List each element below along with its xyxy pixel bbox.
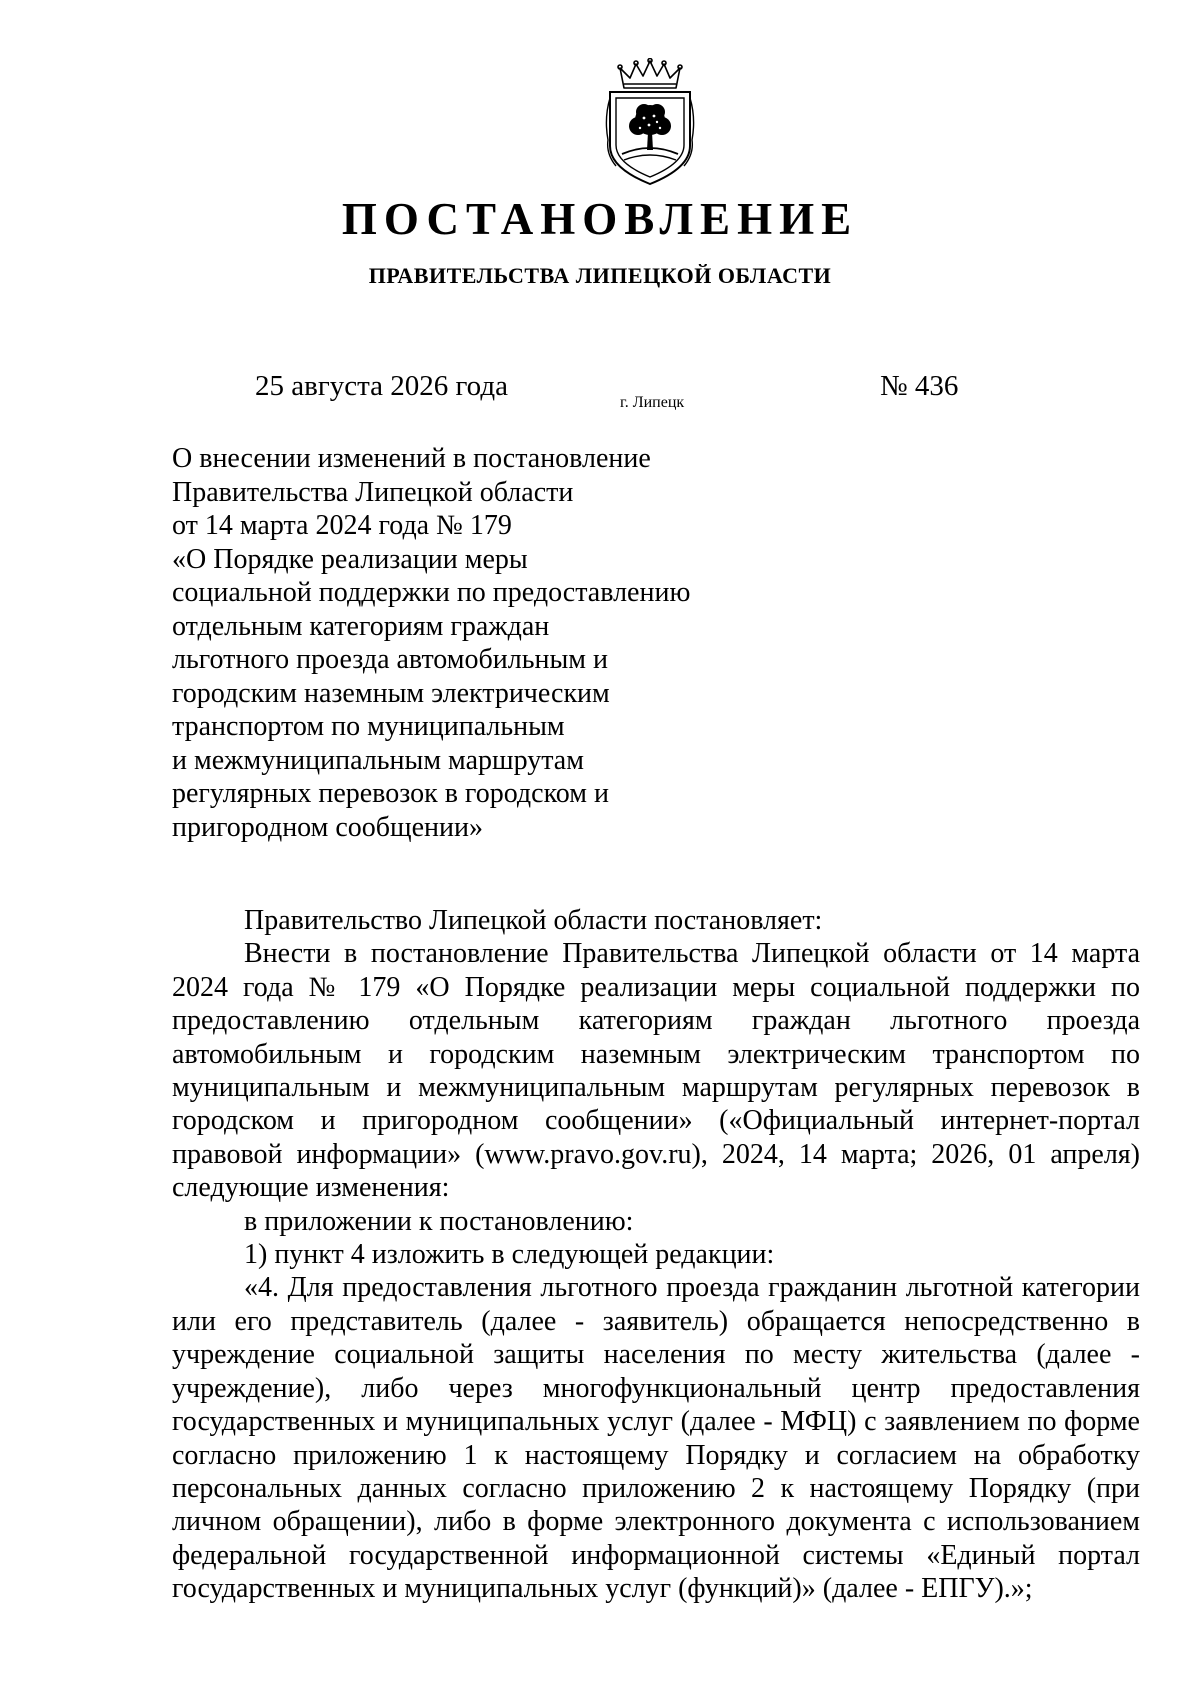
title-line: городским наземным электрическим <box>172 677 610 709</box>
document-city: г. Липецк <box>620 394 685 411</box>
document-body <box>172 904 1140 1606</box>
title-line: регулярных перевозок в городском и <box>172 778 609 809</box>
document-title <box>172 442 732 844</box>
title-line: и межмуниципальным маршрутам <box>172 744 584 776</box>
title-line: «О Порядке реализации меры <box>172 543 528 575</box>
document-date: 25 августа 2026 года <box>255 370 508 402</box>
title-line: от 14 марта 2024 года № 179 <box>172 510 512 541</box>
document-type-heading: ПОСТАНОВЛЕНИЕ <box>341 194 859 244</box>
title-line: льготного проезда автомобильным и <box>172 644 608 675</box>
body-paragraph: в приложении к постановлению: <box>244 1205 634 1237</box>
title-line: Правительства Липецкой области <box>172 476 574 508</box>
body-paragraph: «4. Для предоставления льготного проезда гражданин льготной категории или его представитель (далее - заявитель) обращается непосредственно в учреждение социальной защиты населения по месту жительства (далее - учреждение), либо через многофункциональный центр предоставления государственных и муниципальных услуг (далее - МФЦ) с заявлением по форме согласно приложению 1 к настоящему Порядку и согласием на обработку персональных данных согласно приложению 2 к настоящему Порядку (при личном обращении), либо в форме электронного документа с использованием федеральной государственной информационной системы «Единый портал государственных и муниципальных услуг (функций)» (далее - ЕПГУ).»; <box>172 1272 1140 1605</box>
title-line: пригородном сообщении» <box>172 811 483 843</box>
body-paragraph: Внести в постановление Правительства Липецкой области от 14 марта 2024 года № 179 «О Порядке реализации меры социальной поддержки по предоставлению отдельным категориям граждан льготного проезда автомобильным и городским наземным электрическим транспортом по муниципальным и межмуниципальным маршрутам регулярных перевозок в городском и пригородном сообщении» («Официальный интернет-портал правовой информации» (www.pravo.gov.ru), 2024, 14 марта; 2026, 01 апреля) следующие изменения: <box>172 938 1140 1204</box>
document-number: № 436 <box>880 370 959 402</box>
body-paragraph: Правительство Липецкой области постановляет: <box>244 905 823 936</box>
title-line: отдельным категориям граждан <box>172 610 550 642</box>
lipetsk-coat-of-arms-icon <box>602 58 698 190</box>
title-line: О внесении изменений в постановление <box>172 443 651 474</box>
title-line: социальной поддержки по предоставлению <box>172 577 691 608</box>
issuing-authority: ПРАВИТЕЛЬСТВА ЛИПЕЦКОЙ ОБЛАСТИ <box>368 263 832 288</box>
title-line: транспортом по муниципальным <box>172 711 565 742</box>
body-paragraph: 1) пункт 4 изложить в следующей редакции: <box>244 1239 775 1271</box>
